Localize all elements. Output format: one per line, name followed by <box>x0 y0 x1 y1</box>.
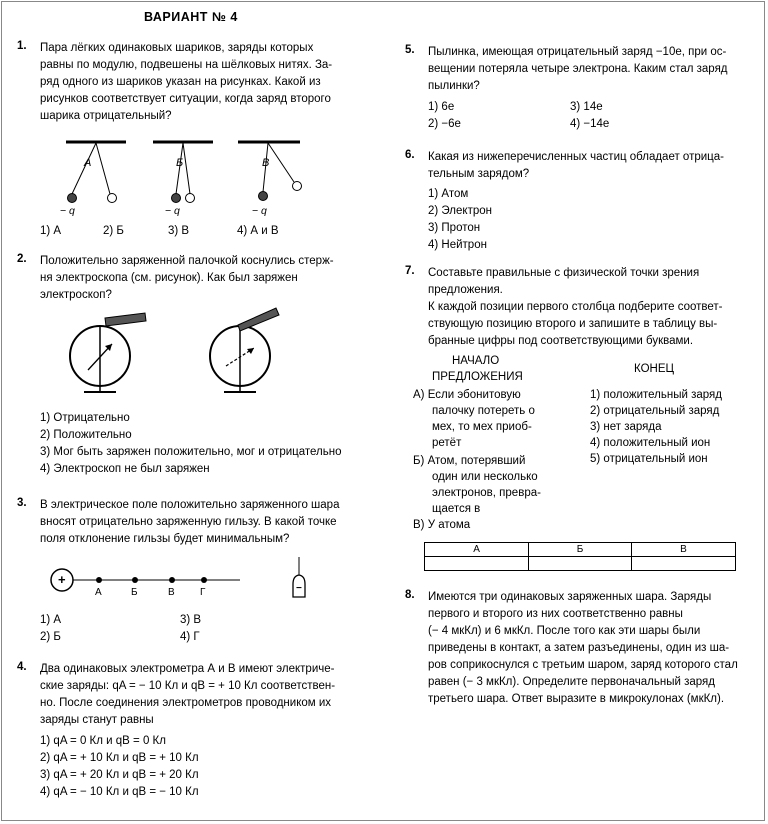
q7-answer-table <box>424 542 736 571</box>
q7-line: ствующую позицию второго и запишите в таблицу вы- <box>428 318 718 330</box>
q7-start-a: мех, то мех приоб- <box>432 421 532 433</box>
q7-end: 5) отрицательный ион <box>590 453 708 465</box>
q6-line: тельным зарядом? <box>428 168 530 180</box>
q7-col2-header: КОНЕЦ <box>634 363 674 375</box>
charge-label-v: − q <box>252 205 267 217</box>
q1-option: 4) А и В <box>237 225 279 237</box>
q8-line: ров соприкоснулся с третьим шаром, заряд которого стал <box>428 659 738 671</box>
minus-sign: − <box>296 583 302 594</box>
q7-start-a: палочку потереть о <box>432 405 535 417</box>
q7-end: 4) положительный ион <box>590 437 711 449</box>
q4-line: Два одинаковых электрометра А и В имеют электриче- <box>40 663 335 675</box>
charge-label-a: − q <box>60 205 75 217</box>
q3-number: 3. <box>17 497 27 509</box>
table-header-v: В <box>631 543 735 557</box>
q3-field-diagram <box>51 557 305 597</box>
q7-number: 7. <box>405 265 415 277</box>
q7-start-a: ретёт <box>432 437 462 449</box>
pendulum-v <box>238 142 302 201</box>
q3-option: 3) В <box>180 614 202 626</box>
fig-label-a: А <box>84 157 92 169</box>
q2-line: электроскоп? <box>40 289 112 301</box>
table-cell-a[interactable] <box>425 557 529 571</box>
q3-option: 1) А <box>40 614 62 626</box>
q7-line: предложения. <box>428 284 503 296</box>
q4-line: заряды станут равны <box>40 714 154 726</box>
q7-start-b: один или несколько <box>432 471 538 483</box>
q2-line: ня электроскопа (см. рисунок). Как был заряжен <box>40 272 298 284</box>
q6-option: 2) Электрон <box>428 205 492 217</box>
q4-option: 1) qA = 0 Кл и qB = 0 Кл <box>40 735 166 747</box>
table-header-b: Б <box>529 543 632 557</box>
q7-line: К каждой позиции первого столбца подберите соответ- <box>428 301 723 313</box>
q6-option: 1) Атом <box>428 188 469 200</box>
q5-line: Пылинка, имеющая отрицательный заряд −10e, при ос- <box>428 46 727 58</box>
q8-line: равен (− 3 мкКл). Определите первоначальный заряд <box>428 676 715 688</box>
q1-line: ряд одного из шариков указан на рисунках. Какой из <box>40 76 321 88</box>
q7-line: Составьте правильные с физической точки зрения <box>428 267 700 279</box>
q1-line: Пара лёгких одинаковых шариков, заряды которых <box>40 42 314 54</box>
q7-end: 3) нет заряда <box>590 421 662 433</box>
q5-option: 2) −6e <box>428 118 461 130</box>
q5-line: вещении потеряла четыре электрона. Каким стал заряд <box>428 63 728 75</box>
q7-start-b: Б) Атом, потерявший <box>413 455 526 467</box>
q5-number: 5. <box>405 44 415 56</box>
q8-line: Имеются три одинаковых заряженных шара. Заряды <box>428 591 712 603</box>
q5-line: пылинки? <box>428 80 480 92</box>
q2-number: 2. <box>17 253 27 265</box>
q1-option: 2) Б <box>103 225 124 237</box>
table-cell-b[interactable] <box>529 557 632 571</box>
q5-option: 3) 14e <box>570 101 603 113</box>
q1-line: рисунков соответствует ситуации, когда заряд второго <box>40 93 331 105</box>
q7-col1-header: ПРЕДЛОЖЕНИЯ <box>432 371 523 383</box>
q8-line: первого и второго из них соответственно равны <box>428 608 683 620</box>
point-v: В <box>168 587 175 598</box>
q7-start-b: электронов, превра- <box>432 487 541 499</box>
q7-start-v: В) У атома <box>413 519 471 531</box>
q6-option: 4) Нейтрон <box>428 239 487 251</box>
charge-label-b: − q <box>165 205 180 217</box>
q4-option: 2) qA = + 10 Кл и qB = + 10 Кл <box>40 752 199 764</box>
q2-line: Положительно заряженной палочкой коснулись стерж- <box>40 255 334 267</box>
point-b: Б <box>131 587 138 598</box>
q1-option: 1) А <box>40 225 62 237</box>
q7-end: 1) положительный заряд <box>590 389 722 401</box>
q4-option: 4) qA = − 10 Кл и qB = − 10 Кл <box>40 786 199 798</box>
q4-number: 4. <box>17 661 27 673</box>
q2-option: 4) Электроскоп не был заряжен <box>40 463 210 475</box>
q3-line: вносят отрицательно заряженную гильзу. В какой точке <box>40 516 337 528</box>
q1-option: 3) В <box>168 225 190 237</box>
q2-option: 1) Отрицательно <box>40 412 130 424</box>
q1-line: равны по модулю, подвешены на шёлковых нитях. За- <box>40 59 333 71</box>
fig-label-v: В <box>262 157 270 169</box>
q8-line: приведены в контакт, а затем разъединены, один из ша- <box>428 642 730 654</box>
q8-line: третьего шара. Ответ выразите в микрокулонах (мкКл). <box>428 693 725 705</box>
variant-title: ВАРИАНТ № 4 <box>144 10 238 24</box>
fig-label-b: Б <box>176 157 184 169</box>
q7-col1-header: НАЧАЛО <box>452 355 500 367</box>
q1-line: шарика отрицательный? <box>40 110 172 122</box>
plus-sign: + <box>58 572 66 587</box>
point-g: Г <box>200 587 206 598</box>
q4-line: ские заряды: qA = − 10 Кл и qB = + 10 Кл соответствен- <box>40 680 336 692</box>
q8-line: (− 4 мкКл) и 6 мкКл. После того как эти шары были <box>428 625 701 637</box>
table-header-a: А <box>425 543 529 557</box>
q6-number: 6. <box>405 149 415 161</box>
q4-option: 3) qA = + 20 Кл и qB = + 20 Кл <box>40 769 199 781</box>
pendulum-a <box>66 142 126 203</box>
q6-line: Какая из нижеперечисленных частиц обладает отрица- <box>428 151 724 163</box>
q6-option: 3) Протон <box>428 222 481 234</box>
q3-line: поля отклонение гильзы будет минимальным? <box>40 533 290 545</box>
q4-line: но. После соединения электрометров проводником их <box>40 697 332 709</box>
table-cell-v[interactable] <box>631 557 735 571</box>
q1-number: 1. <box>17 40 27 52</box>
q7-start-b: щается в <box>432 503 481 515</box>
q8-number: 8. <box>405 589 415 601</box>
q2-option: 3) Мог быть заряжен положительно, мог и отрицательно <box>40 446 342 458</box>
q2-option: 2) Положительно <box>40 429 132 441</box>
point-a: А <box>95 587 102 598</box>
electroscope-left <box>70 313 146 392</box>
q3-line: В электрическое поле положительно заряженного шара <box>40 499 340 511</box>
q5-option: 1) 6e <box>428 101 455 113</box>
q7-line: бранные цифры под соответствующими буквами. <box>428 335 694 347</box>
pendulum-b <box>153 142 213 203</box>
q5-option: 4) −14e <box>570 118 610 130</box>
electroscope-right <box>210 308 279 392</box>
q7-start-a: А) Если эбонитовую <box>413 389 521 401</box>
q3-option: 2) Б <box>40 631 61 643</box>
q7-end: 2) отрицательный заряд <box>590 405 720 417</box>
q3-option: 4) Г <box>180 631 200 643</box>
